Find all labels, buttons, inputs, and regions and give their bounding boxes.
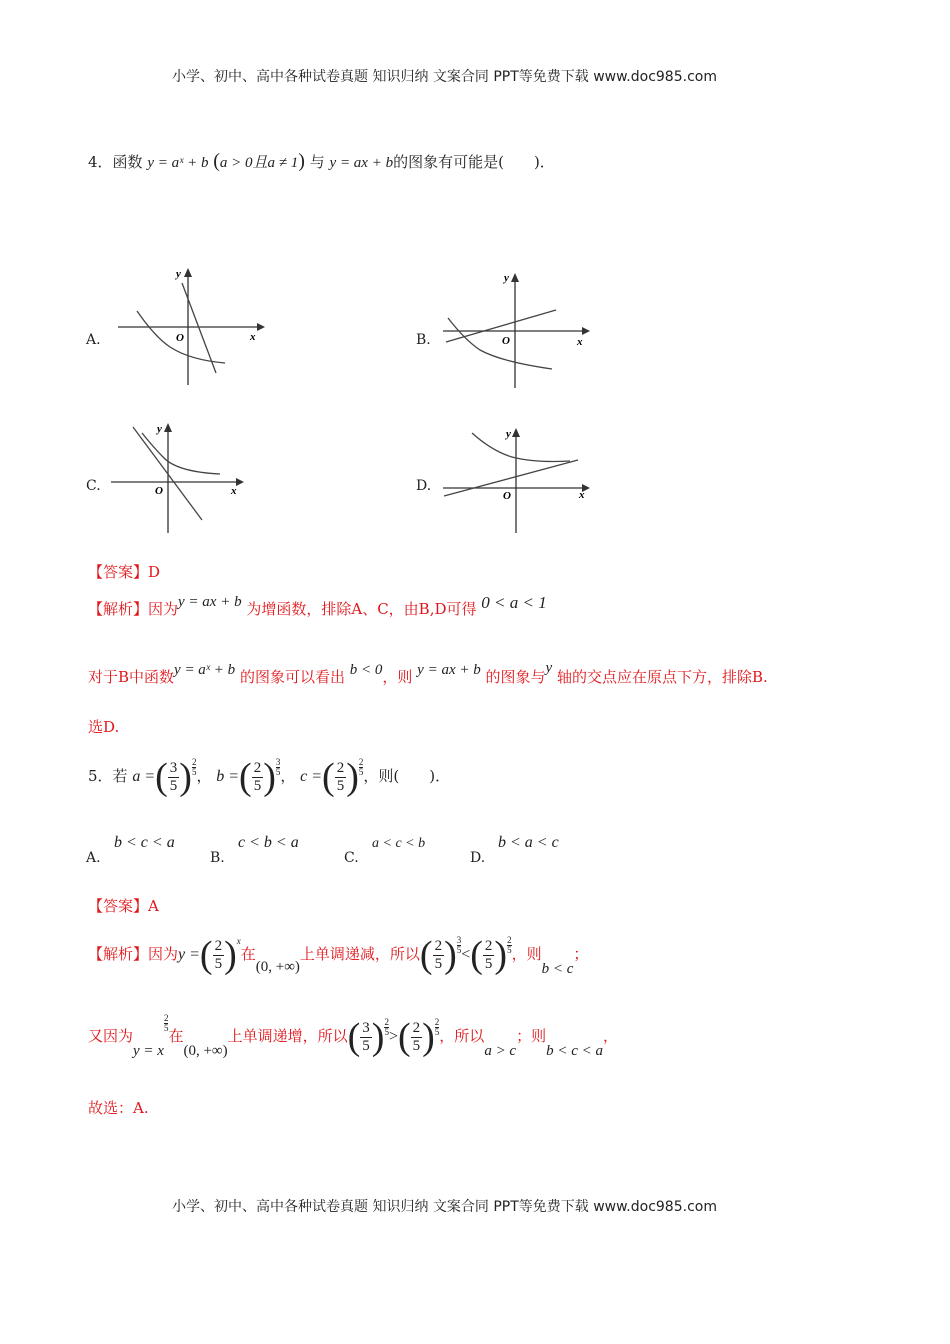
q5-b-label: b = bbox=[216, 768, 240, 785]
q5-b-frac: $\frac{2}{5}$ bbox=[253, 759, 262, 794]
q4-condition: a > 0且a ≠ 1 bbox=[219, 155, 299, 171]
q5-b-exp: $\frac{3}{5}$ bbox=[275, 757, 281, 777]
exp-curve bbox=[142, 433, 220, 474]
q5-s2-result2: b < c < a bbox=[546, 1043, 604, 1059]
linear-line bbox=[446, 310, 556, 342]
q5-option-a-label: A. bbox=[86, 850, 101, 866]
x-axis-label: x bbox=[579, 489, 585, 501]
q4-a2-text4: 轴的交点应在原点下方，排除B. bbox=[556, 668, 768, 686]
y-axis-label: y bbox=[157, 423, 162, 435]
q5-s2-interval: (0, +∞) bbox=[183, 1043, 228, 1059]
q5-c-exp: $\frac{2}{5}$ bbox=[358, 757, 364, 777]
q4-analysis-line3: 选D. bbox=[88, 718, 120, 736]
q4-expr1: y = aˣ + b bbox=[147, 155, 209, 171]
q4-a1-cond: 0 < a < 1 bbox=[481, 593, 547, 612]
q5-a-label: a = bbox=[132, 768, 156, 785]
q4-option-a-label: A. bbox=[86, 332, 101, 348]
q4-a1-text: 为增函数，排除A、C，由B,D可得 bbox=[246, 600, 477, 618]
y-axis-arrow bbox=[511, 273, 519, 282]
q4-expr2: y = ax + b bbox=[329, 155, 394, 171]
q5-option-a-expr: b < c < a bbox=[114, 834, 175, 851]
q5-s2-pre: 又因为 bbox=[88, 1027, 134, 1045]
x-axis-label: x bbox=[231, 485, 237, 497]
y-axis-label: y bbox=[504, 272, 509, 284]
q4-tail: 的图象有可能是( )． bbox=[393, 153, 555, 171]
q5-option-b-expr: c < b < a bbox=[238, 834, 299, 851]
x-axis-arrow bbox=[257, 323, 265, 331]
exp-curve bbox=[472, 433, 570, 462]
q4-analysis-line2 bbox=[88, 660, 768, 687]
q5-option-c-expr: a < c < b bbox=[372, 836, 426, 851]
page-footer: 小学、初中、高中各种试卷真题 知识归纳 文案合同 PPT等免费下载 www.doc985.com bbox=[172, 1199, 717, 1215]
q4-graph-b bbox=[440, 270, 590, 390]
q4-a1-expr: y = ax + b bbox=[178, 594, 242, 610]
x-axis-arrow bbox=[236, 478, 244, 486]
q4-graph-c bbox=[108, 420, 248, 535]
q5-analysis-line1: 【解析】因为y =( $\frac{2}{5}$ )$^x$在(0, +∞)上单调递减，所以( $\frac{2}{5}$ ) $\frac{3}{5}$ <( $\frac{2}{5}$ ) $\frac{2}{5}$ ，则b < c； bbox=[88, 934, 589, 977]
q5-s2-result1: a > c bbox=[484, 1043, 517, 1059]
q5-analysis-line2: 又因为y = x $\frac{2}{5}$ 在(0, +∞)上单调递增，所以( $\frac{3}{5}$ ) $\frac{2}{5}$ >( $\frac{2}{5}$ ) $\frac{2}{5}$ ，所以a > c；则b < c < a， bbox=[88, 1013, 619, 1059]
q4-option-c-label: C. bbox=[86, 478, 101, 494]
y-axis-label: y bbox=[176, 268, 181, 280]
x-axis-arrow bbox=[582, 327, 590, 335]
q4-option-d-label: D. bbox=[416, 478, 432, 494]
x-axis-label: x bbox=[577, 336, 583, 348]
q4-cond-open: ( bbox=[213, 150, 220, 172]
q5-s1-result: b < c bbox=[541, 961, 574, 977]
q5-s1-label: 【解析】因为 bbox=[88, 945, 179, 963]
y-axis-arrow bbox=[184, 268, 192, 277]
q5-s1-interval: (0, +∞) bbox=[255, 959, 300, 975]
q4-cond-close: ) bbox=[298, 150, 305, 172]
q4-a2-expr: y = aˣ + b bbox=[174, 662, 236, 678]
q5-number: 5．若 bbox=[88, 767, 128, 785]
q4-graph-a bbox=[115, 265, 265, 390]
x-axis-label: x bbox=[250, 331, 256, 343]
q4-a2-pre: 对于B中函数 bbox=[88, 668, 175, 686]
q4-a2-y: y bbox=[545, 660, 553, 676]
q4-a2-expr2: y = ax + b bbox=[417, 662, 481, 678]
q4-stem bbox=[88, 150, 555, 173]
q5-stem: 5．若 a =( $\frac{3}{5}$ ) $\frac{2}{5}$ ， b =( $\frac{2}{5}$ ) $\frac{3}{5}$ ， c =( $\frac{2}{5}$ ) $\frac{2}{5}$ ，则( )． bbox=[88, 756, 451, 798]
q5-answer: 【答案】A bbox=[88, 897, 159, 915]
q4-a2-text1: 的图象可以看出 bbox=[239, 668, 345, 686]
q5-c-frac: $\frac{2}{5}$ bbox=[336, 759, 345, 794]
q4-answer: 【答案】D bbox=[88, 563, 161, 581]
origin-label: O bbox=[502, 335, 510, 347]
q4-analysis-label: 【解析】因为 bbox=[88, 600, 179, 618]
origin-label: O bbox=[176, 332, 184, 344]
linear-line bbox=[444, 460, 578, 496]
q4-a2-text2: ，则 bbox=[382, 668, 413, 686]
q5-a-frac: $\frac{3}{5}$ bbox=[169, 759, 178, 794]
q4-and: 与 bbox=[309, 153, 325, 171]
y-axis-arrow bbox=[164, 423, 172, 432]
q4-analysis-line1 bbox=[88, 593, 547, 619]
q4-a2-cond: b < 0 bbox=[349, 662, 383, 678]
q5-tail: ，则( )． bbox=[363, 767, 451, 785]
q4-a2-text3: 的图象与 bbox=[485, 668, 546, 686]
y-axis-arrow bbox=[512, 428, 520, 437]
q5-analysis-line3: 故选：A. bbox=[88, 1099, 149, 1117]
q5-option-c-label: C. bbox=[344, 850, 359, 866]
q5-option-d-expr: b < a < c bbox=[498, 834, 559, 851]
q4-graph-d bbox=[440, 425, 590, 537]
q4-option-b-label: B. bbox=[416, 332, 431, 348]
q5-a-exp: $\frac{2}{5}$ bbox=[191, 757, 197, 777]
q5-option-b-label: B. bbox=[210, 850, 225, 866]
origin-label: O bbox=[155, 485, 163, 497]
q5-c-label: c = bbox=[300, 768, 323, 785]
y-axis-label: y bbox=[506, 428, 511, 440]
q4-number: 4．函数 bbox=[88, 153, 143, 171]
page-header: 小学、初中、高中各种试卷真题 知识归纳 文案合同 PPT等免费下载 www.doc985.com bbox=[172, 69, 717, 85]
origin-label: O bbox=[503, 490, 511, 502]
q5-option-d-label: D. bbox=[470, 850, 486, 866]
